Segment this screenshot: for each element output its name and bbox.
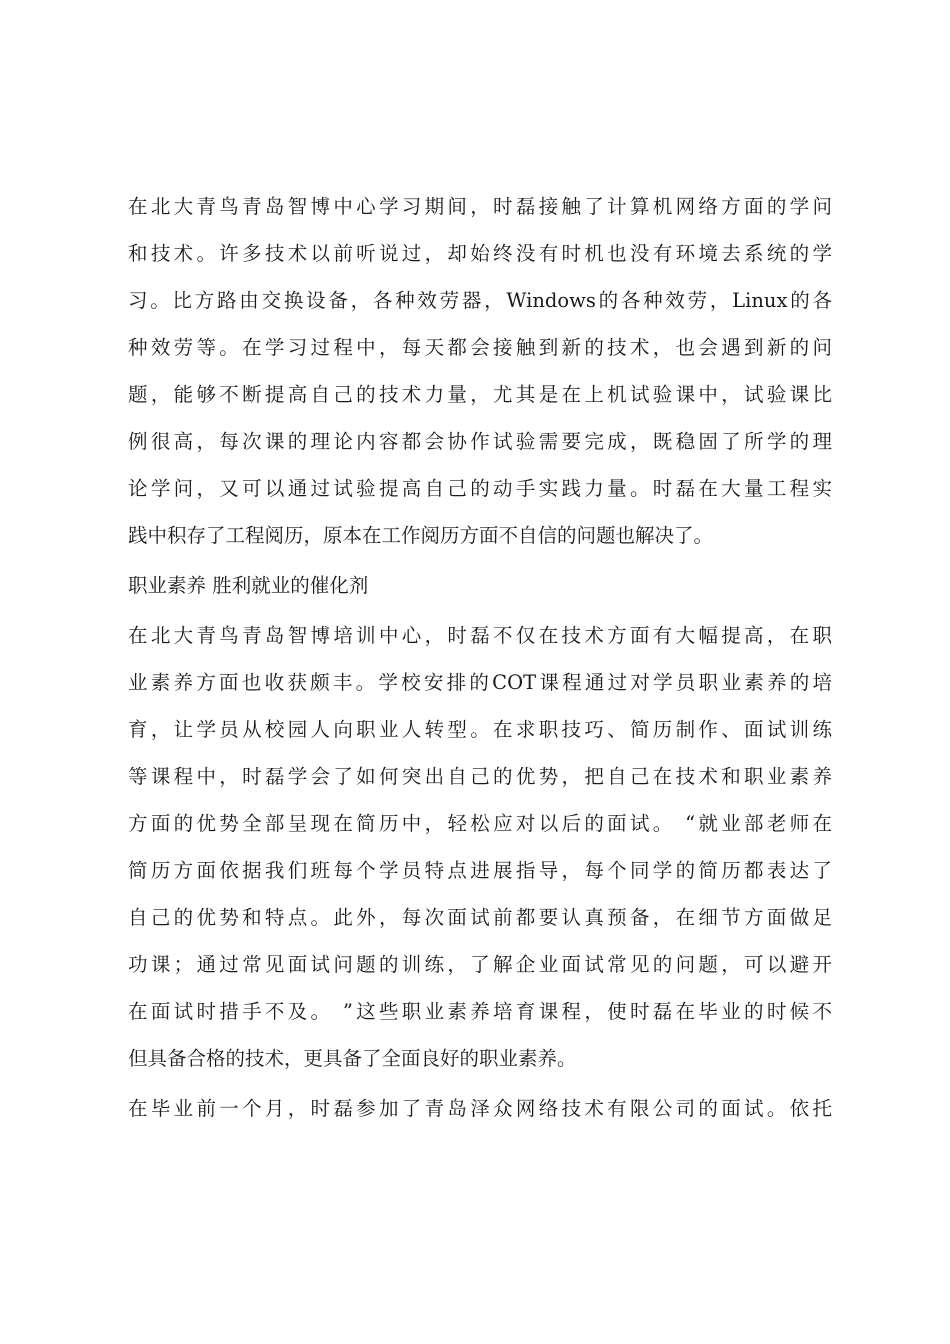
document-body	[128, 183, 832, 1132]
text-line: 等课程中，时磊学会了如何突出自己的优势，把自己在技术和职业素养	[128, 765, 832, 788]
text-line: 功课；通过常见面试问题的训练，了解企业面试常见的问题，可以避开	[128, 953, 832, 976]
text-line: 简历方面依据我们班每个学员特点进展指导，每个同学的简历都表达了	[128, 859, 832, 882]
text-line: 在面试时措手不及。 ”这些职业素养培育课程，使时磊在毕业的时候不	[128, 1000, 832, 1023]
text-line: 职业素养 胜利就业的催化剂	[128, 574, 369, 597]
paragraph-interview	[128, 1085, 832, 1132]
text-line: 在北大青鸟青岛智博培训中心，时磊不仅在技术方面有大幅提高，在职	[128, 624, 832, 647]
paragraph-technical-study	[128, 183, 832, 559]
paragraph-professional-quality	[128, 612, 832, 1082]
text-line: 践中积存了工程阅历，原本在工作阅历方面不自信的问题也解决了。	[128, 524, 714, 547]
text-line: 习。比方路由交换设备，各种效劳器，Windows的各种效劳，Linux的各	[128, 289, 832, 312]
text-line: 自己的优势和特点。此外，每次面试前都要认真预备，在细节方面做足	[128, 906, 832, 929]
text-line: 业素养方面也收获颇丰。学校安排的COT课程通过对学员职业素养的培	[128, 671, 832, 694]
text-line: 育，让学员从校园人向职业人转型。在求职技巧、简历制作、面试训练	[128, 718, 832, 741]
text-line: 种效劳等。在学习过程中，每天都会接触到新的技术，也会遇到新的问	[128, 336, 832, 359]
text-line: 在北大青鸟青岛智博中心学习期间，时磊接触了计算机网络方面的学问	[128, 195, 832, 218]
text-line: 题，能够不断提高自己的技术力量，尤其是在上机试验课中，试验课比	[128, 383, 832, 406]
text-line: 和技术。许多技术以前听说过，却始终没有时机也没有环境去系统的学	[128, 242, 832, 265]
text-line: 方面的优势全部呈现在简历中，轻松应对以后的面试。 “就业部老师在	[128, 812, 832, 835]
text-line: 论学问，又可以通过试验提高自己的动手实践力量。时磊在大量工程实	[128, 477, 832, 500]
text-line: 例很高，每次课的理论内容都会协作试验需要完成，既稳固了所学的理	[128, 430, 832, 453]
text-line: 在毕业前一个月，时磊参加了青岛泽众网络技术有限公司的面试。依托	[128, 1097, 832, 1120]
section-heading	[128, 562, 832, 609]
text-line: 但具备合格的技术，更具备了全面良好的职业素养。	[128, 1047, 577, 1070]
